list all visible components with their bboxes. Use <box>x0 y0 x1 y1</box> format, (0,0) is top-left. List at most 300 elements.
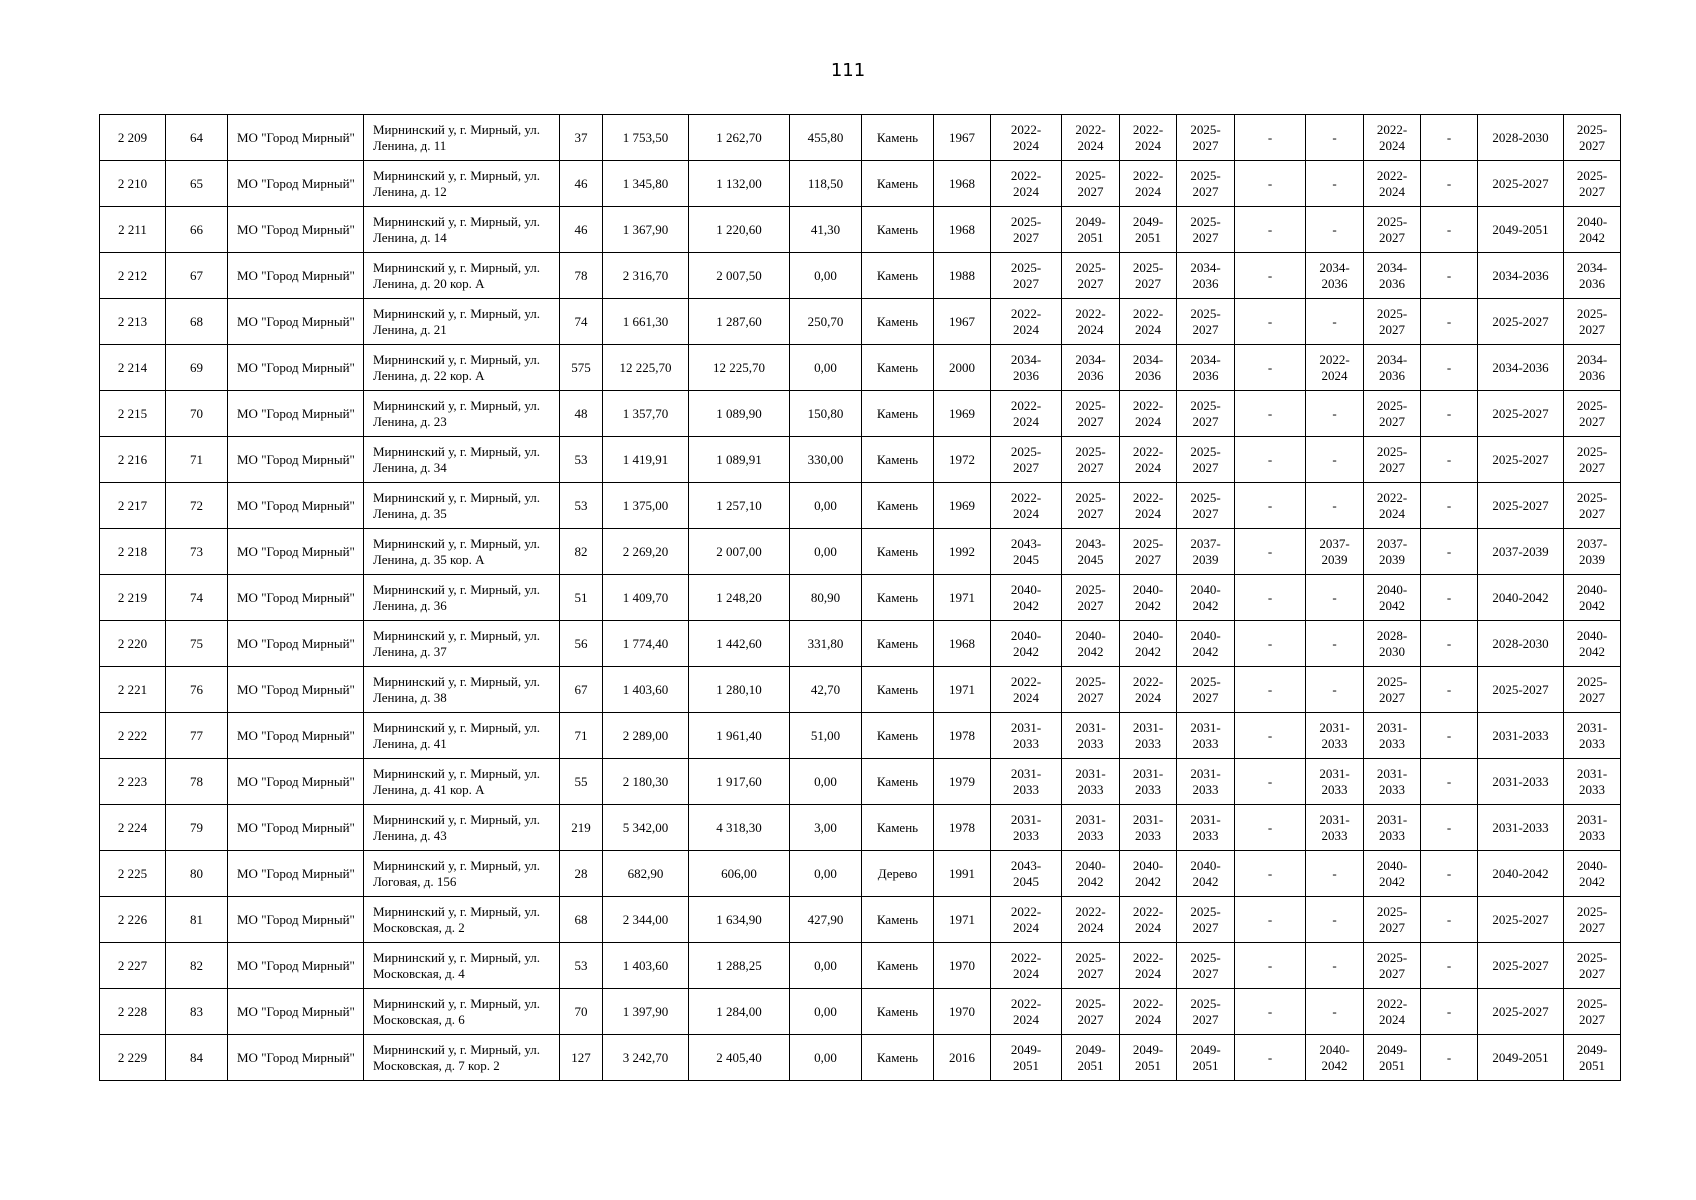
cell-record-number: 2 213 <box>100 299 166 345</box>
cell-nonresidential-area: 250,70 <box>790 299 862 345</box>
cell-residents: 71 <box>560 713 603 759</box>
cell-residential-area: 1 089,91 <box>689 437 790 483</box>
cell-period-5: - <box>1235 805 1306 851</box>
cell-period-6: 2034- 2036 <box>1306 253 1364 299</box>
cell-municipality: МО "Город Мирный" <box>228 897 364 943</box>
cell-period-1: 2031- 2033 <box>991 805 1062 851</box>
cell-residents: 56 <box>560 621 603 667</box>
cell-build-year: 1968 <box>934 207 991 253</box>
cell-period-1: 2043- 2045 <box>991 529 1062 575</box>
cell-period-4: 2025- 2027 <box>1177 483 1235 529</box>
cell-period-5: - <box>1235 391 1306 437</box>
cell-item-number: 73 <box>166 529 228 575</box>
cell-residential-area: 1 961,40 <box>689 713 790 759</box>
cell-residential-area: 1 634,90 <box>689 897 790 943</box>
cell-residential-area: 1 220,60 <box>689 207 790 253</box>
cell-municipality: МО "Город Мирный" <box>228 805 364 851</box>
cell-build-year: 1968 <box>934 161 991 207</box>
cell-item-number: 80 <box>166 851 228 897</box>
cell-period-2: 2025- 2027 <box>1062 391 1120 437</box>
cell-period-7: 2037- 2039 <box>1364 529 1421 575</box>
cell-period-2: 2040- 2042 <box>1062 851 1120 897</box>
table-row <box>100 943 1621 989</box>
cell-municipality: МО "Город Мирный" <box>228 253 364 299</box>
cell-period-8: - <box>1421 253 1478 299</box>
cell-item-number: 66 <box>166 207 228 253</box>
cell-period-7: 2034- 2036 <box>1364 345 1421 391</box>
housing-registry-table <box>99 114 1621 1081</box>
cell-item-number: 78 <box>166 759 228 805</box>
cell-period-4: 2025- 2027 <box>1177 943 1235 989</box>
cell-record-number: 2 222 <box>100 713 166 759</box>
cell-build-year: 1971 <box>934 575 991 621</box>
cell-total-area: 1 774,40 <box>603 621 689 667</box>
cell-period-5: - <box>1235 713 1306 759</box>
cell-wall-material: Камень <box>862 805 934 851</box>
cell-total-area: 2 316,70 <box>603 253 689 299</box>
cell-nonresidential-area: 80,90 <box>790 575 862 621</box>
cell-period-7: 2022- 2024 <box>1364 115 1421 161</box>
cell-period-8: - <box>1421 621 1478 667</box>
cell-period-7: 2022- 2024 <box>1364 989 1421 1035</box>
cell-address: Мирнинский у, г. Мирный, ул. Ленина, д. 38 <box>364 667 560 713</box>
cell-period-9: 2025-2027 <box>1478 943 1564 989</box>
cell-address: Мирнинский у, г. Мирный, ул. Московская, д. 7 кор. 2 <box>364 1035 560 1081</box>
cell-item-number: 69 <box>166 345 228 391</box>
cell-nonresidential-area: 0,00 <box>790 759 862 805</box>
cell-nonresidential-area: 3,00 <box>790 805 862 851</box>
cell-period-1: 2049- 2051 <box>991 1035 1062 1081</box>
cell-total-area: 1 419,91 <box>603 437 689 483</box>
cell-residents: 53 <box>560 483 603 529</box>
cell-period-8: - <box>1421 115 1478 161</box>
cell-period-7: 2028- 2030 <box>1364 621 1421 667</box>
cell-residents: 70 <box>560 989 603 1035</box>
cell-record-number: 2 221 <box>100 667 166 713</box>
cell-build-year: 1992 <box>934 529 991 575</box>
cell-residents: 46 <box>560 207 603 253</box>
table-row <box>100 253 1621 299</box>
cell-period-1: 2022- 2024 <box>991 483 1062 529</box>
cell-period-6: 2031- 2033 <box>1306 713 1364 759</box>
cell-record-number: 2 228 <box>100 989 166 1035</box>
cell-residential-area: 12 225,70 <box>689 345 790 391</box>
cell-period-4: 2049- 2051 <box>1177 1035 1235 1081</box>
cell-period-3: 2022- 2024 <box>1120 483 1177 529</box>
cell-residential-area: 1 284,00 <box>689 989 790 1035</box>
cell-period-3: 2022- 2024 <box>1120 667 1177 713</box>
cell-wall-material: Камень <box>862 345 934 391</box>
cell-wall-material: Камень <box>862 115 934 161</box>
cell-address: Мирнинский у, г. Мирный, ул. Ленина, д. 11 <box>364 115 560 161</box>
cell-period-7: 2034- 2036 <box>1364 253 1421 299</box>
cell-period-7: 2031- 2033 <box>1364 759 1421 805</box>
cell-total-area: 1 403,60 <box>603 667 689 713</box>
cell-period-10: 2025- 2027 <box>1564 391 1621 437</box>
cell-record-number: 2 229 <box>100 1035 166 1081</box>
cell-period-4: 2040- 2042 <box>1177 575 1235 621</box>
cell-period-7: 2025- 2027 <box>1364 207 1421 253</box>
cell-address: Мирнинский у, г. Мирный, ул. Московская, д. 4 <box>364 943 560 989</box>
cell-period-5: - <box>1235 667 1306 713</box>
cell-wall-material: Камень <box>862 391 934 437</box>
cell-period-7: 2049- 2051 <box>1364 1035 1421 1081</box>
cell-period-5: - <box>1235 851 1306 897</box>
cell-nonresidential-area: 0,00 <box>790 989 862 1035</box>
cell-period-3: 2022- 2024 <box>1120 391 1177 437</box>
cell-residents: 82 <box>560 529 603 575</box>
cell-address: Мирнинский у, г. Мирный, ул. Ленина, д. 20 кор. А <box>364 253 560 299</box>
cell-total-area: 2 344,00 <box>603 897 689 943</box>
cell-period-5: - <box>1235 345 1306 391</box>
cell-period-2: 2049- 2051 <box>1062 1035 1120 1081</box>
cell-period-4: 2034- 2036 <box>1177 253 1235 299</box>
cell-build-year: 1988 <box>934 253 991 299</box>
cell-period-3: 2031- 2033 <box>1120 713 1177 759</box>
cell-build-year: 1978 <box>934 713 991 759</box>
cell-period-8: - <box>1421 989 1478 1035</box>
cell-wall-material: Камень <box>862 161 934 207</box>
cell-period-8: - <box>1421 575 1478 621</box>
cell-period-1: 2031- 2033 <box>991 713 1062 759</box>
cell-residential-area: 4 318,30 <box>689 805 790 851</box>
cell-period-9: 2028-2030 <box>1478 621 1564 667</box>
cell-municipality: МО "Город Мирный" <box>228 989 364 1035</box>
cell-residential-area: 1 917,60 <box>689 759 790 805</box>
cell-period-9: 2025-2027 <box>1478 667 1564 713</box>
cell-period-2: 2025- 2027 <box>1062 253 1120 299</box>
cell-period-6: - <box>1306 943 1364 989</box>
cell-period-8: - <box>1421 391 1478 437</box>
cell-period-3: 2022- 2024 <box>1120 897 1177 943</box>
cell-period-3: 2040- 2042 <box>1120 851 1177 897</box>
cell-period-1: 2025- 2027 <box>991 253 1062 299</box>
cell-residential-area: 1 442,60 <box>689 621 790 667</box>
cell-municipality: МО "Город Мирный" <box>228 161 364 207</box>
cell-period-9: 2028-2030 <box>1478 115 1564 161</box>
table-row <box>100 897 1621 943</box>
cell-period-5: - <box>1235 943 1306 989</box>
cell-residents: 575 <box>560 345 603 391</box>
cell-address: Мирнинский у, г. Мирный, ул. Ленина, д. 36 <box>364 575 560 621</box>
cell-period-9: 2025-2027 <box>1478 299 1564 345</box>
cell-address: Мирнинский у, г. Мирный, ул. Ленина, д. 23 <box>364 391 560 437</box>
cell-period-1: 2043- 2045 <box>991 851 1062 897</box>
cell-period-6: 2031- 2033 <box>1306 805 1364 851</box>
cell-period-1: 2031- 2033 <box>991 759 1062 805</box>
cell-item-number: 84 <box>166 1035 228 1081</box>
cell-item-number: 82 <box>166 943 228 989</box>
cell-item-number: 79 <box>166 805 228 851</box>
cell-period-4: 2025- 2027 <box>1177 989 1235 1035</box>
cell-period-2: 2022- 2024 <box>1062 897 1120 943</box>
cell-period-5: - <box>1235 207 1306 253</box>
cell-nonresidential-area: 0,00 <box>790 253 862 299</box>
cell-period-10: 2025- 2027 <box>1564 299 1621 345</box>
cell-period-8: - <box>1421 851 1478 897</box>
cell-period-2: 2025- 2027 <box>1062 943 1120 989</box>
cell-period-6: - <box>1306 621 1364 667</box>
cell-total-area: 1 367,90 <box>603 207 689 253</box>
cell-period-10: 2025- 2027 <box>1564 115 1621 161</box>
cell-period-8: - <box>1421 1035 1478 1081</box>
cell-period-3: 2049- 2051 <box>1120 1035 1177 1081</box>
cell-municipality: МО "Город Мирный" <box>228 575 364 621</box>
cell-period-2: 2025- 2027 <box>1062 437 1120 483</box>
cell-period-9: 2049-2051 <box>1478 1035 1564 1081</box>
cell-nonresidential-area: 0,00 <box>790 1035 862 1081</box>
cell-period-9: 2025-2027 <box>1478 483 1564 529</box>
cell-period-7: 2040- 2042 <box>1364 575 1421 621</box>
cell-period-2: 2034- 2036 <box>1062 345 1120 391</box>
cell-period-9: 2037-2039 <box>1478 529 1564 575</box>
cell-build-year: 2000 <box>934 345 991 391</box>
cell-period-1: 2034- 2036 <box>991 345 1062 391</box>
cell-nonresidential-area: 330,00 <box>790 437 862 483</box>
cell-period-7: 2031- 2033 <box>1364 713 1421 759</box>
cell-period-9: 2031-2033 <box>1478 759 1564 805</box>
cell-record-number: 2 219 <box>100 575 166 621</box>
cell-build-year: 1979 <box>934 759 991 805</box>
cell-residents: 28 <box>560 851 603 897</box>
cell-period-1: 2025- 2027 <box>991 437 1062 483</box>
cell-period-6: - <box>1306 575 1364 621</box>
cell-address: Мирнинский у, г. Мирный, ул. Ленина, д. 34 <box>364 437 560 483</box>
cell-residential-area: 1 089,90 <box>689 391 790 437</box>
cell-total-area: 2 180,30 <box>603 759 689 805</box>
cell-record-number: 2 210 <box>100 161 166 207</box>
cell-wall-material: Камень <box>862 713 934 759</box>
cell-item-number: 75 <box>166 621 228 667</box>
cell-period-6: 2022- 2024 <box>1306 345 1364 391</box>
cell-period-2: 2025- 2027 <box>1062 483 1120 529</box>
cell-item-number: 77 <box>166 713 228 759</box>
cell-period-4: 2025- 2027 <box>1177 391 1235 437</box>
cell-period-9: 2025-2027 <box>1478 897 1564 943</box>
cell-residents: 53 <box>560 943 603 989</box>
cell-total-area: 1 753,50 <box>603 115 689 161</box>
cell-address: Мирнинский у, г. Мирный, ул. Логовая, д. 156 <box>364 851 560 897</box>
cell-address: Мирнинский у, г. Мирный, ул. Ленина, д. 43 <box>364 805 560 851</box>
cell-residential-area: 2 405,40 <box>689 1035 790 1081</box>
cell-period-8: - <box>1421 161 1478 207</box>
cell-municipality: МО "Город Мирный" <box>228 207 364 253</box>
cell-period-6: - <box>1306 483 1364 529</box>
cell-period-9: 2031-2033 <box>1478 805 1564 851</box>
cell-period-4: 2025- 2027 <box>1177 667 1235 713</box>
cell-municipality: МО "Город Мирный" <box>228 851 364 897</box>
cell-period-9: 2034-2036 <box>1478 253 1564 299</box>
cell-period-1: 2022- 2024 <box>991 897 1062 943</box>
cell-period-3: 2034- 2036 <box>1120 345 1177 391</box>
table-row <box>100 805 1621 851</box>
cell-address: Мирнинский у, г. Мирный, ул. Ленина, д. 22 кор. А <box>364 345 560 391</box>
cell-period-1: 2022- 2024 <box>991 667 1062 713</box>
cell-period-2: 2025- 2027 <box>1062 667 1120 713</box>
cell-build-year: 1967 <box>934 299 991 345</box>
cell-period-6: - <box>1306 115 1364 161</box>
cell-item-number: 70 <box>166 391 228 437</box>
cell-record-number: 2 220 <box>100 621 166 667</box>
cell-nonresidential-area: 427,90 <box>790 897 862 943</box>
cell-period-4: 2025- 2027 <box>1177 299 1235 345</box>
cell-period-8: - <box>1421 483 1478 529</box>
cell-municipality: МО "Город Мирный" <box>228 299 364 345</box>
cell-period-1: 2022- 2024 <box>991 299 1062 345</box>
table-row <box>100 667 1621 713</box>
cell-period-4: 2040- 2042 <box>1177 851 1235 897</box>
cell-item-number: 81 <box>166 897 228 943</box>
cell-period-8: - <box>1421 713 1478 759</box>
cell-period-6: - <box>1306 667 1364 713</box>
cell-period-2: 2043- 2045 <box>1062 529 1120 575</box>
cell-period-5: - <box>1235 621 1306 667</box>
cell-item-number: 68 <box>166 299 228 345</box>
cell-nonresidential-area: 150,80 <box>790 391 862 437</box>
cell-build-year: 1969 <box>934 483 991 529</box>
cell-period-6: - <box>1306 989 1364 1035</box>
cell-period-8: - <box>1421 943 1478 989</box>
cell-residents: 127 <box>560 1035 603 1081</box>
cell-wall-material: Камень <box>862 1035 934 1081</box>
cell-period-10: 2025- 2027 <box>1564 161 1621 207</box>
cell-record-number: 2 225 <box>100 851 166 897</box>
cell-period-8: - <box>1421 897 1478 943</box>
cell-build-year: 1971 <box>934 667 991 713</box>
cell-period-10: 2025- 2027 <box>1564 989 1621 1035</box>
cell-period-2: 2031- 2033 <box>1062 713 1120 759</box>
cell-nonresidential-area: 0,00 <box>790 529 862 575</box>
cell-period-3: 2022- 2024 <box>1120 299 1177 345</box>
cell-period-4: 2034- 2036 <box>1177 345 1235 391</box>
cell-period-5: - <box>1235 437 1306 483</box>
cell-total-area: 2 269,20 <box>603 529 689 575</box>
cell-total-area: 1 375,00 <box>603 483 689 529</box>
cell-residents: 78 <box>560 253 603 299</box>
cell-residential-area: 2 007,50 <box>689 253 790 299</box>
cell-period-6: - <box>1306 391 1364 437</box>
cell-nonresidential-area: 0,00 <box>790 345 862 391</box>
table-row <box>100 713 1621 759</box>
cell-total-area: 12 225,70 <box>603 345 689 391</box>
cell-period-2: 2025- 2027 <box>1062 575 1120 621</box>
cell-residents: 51 <box>560 575 603 621</box>
cell-record-number: 2 217 <box>100 483 166 529</box>
cell-period-2: 2022- 2024 <box>1062 115 1120 161</box>
cell-total-area: 1 345,80 <box>603 161 689 207</box>
cell-period-4: 2031- 2033 <box>1177 713 1235 759</box>
cell-address: Мирнинский у, г. Мирный, ул. Ленина, д. 21 <box>364 299 560 345</box>
cell-total-area: 2 289,00 <box>603 713 689 759</box>
cell-period-8: - <box>1421 345 1478 391</box>
cell-municipality: МО "Город Мирный" <box>228 529 364 575</box>
table-row <box>100 299 1621 345</box>
cell-period-8: - <box>1421 437 1478 483</box>
cell-municipality: МО "Город Мирный" <box>228 943 364 989</box>
cell-period-5: - <box>1235 989 1306 1035</box>
cell-address: Мирнинский у, г. Мирный, ул. Ленина, д. 41 <box>364 713 560 759</box>
cell-period-2: 2022- 2024 <box>1062 299 1120 345</box>
cell-residents: 67 <box>560 667 603 713</box>
cell-period-3: 2022- 2024 <box>1120 943 1177 989</box>
cell-nonresidential-area: 51,00 <box>790 713 862 759</box>
cell-residents: 68 <box>560 897 603 943</box>
cell-period-4: 2031- 2033 <box>1177 759 1235 805</box>
cell-period-10: 2040- 2042 <box>1564 575 1621 621</box>
cell-period-3: 2022- 2024 <box>1120 115 1177 161</box>
cell-municipality: МО "Город Мирный" <box>228 713 364 759</box>
cell-address: Мирнинский у, г. Мирный, ул. Ленина, д. 35 <box>364 483 560 529</box>
cell-period-10: 2025- 2027 <box>1564 943 1621 989</box>
cell-residents: 53 <box>560 437 603 483</box>
cell-wall-material: Камень <box>862 621 934 667</box>
cell-period-10: 2037- 2039 <box>1564 529 1621 575</box>
cell-period-6: - <box>1306 299 1364 345</box>
cell-municipality: МО "Город Мирный" <box>228 115 364 161</box>
cell-period-7: 2022- 2024 <box>1364 483 1421 529</box>
cell-residential-area: 1 280,10 <box>689 667 790 713</box>
cell-build-year: 2016 <box>934 1035 991 1081</box>
cell-address: Мирнинский у, г. Мирный, ул. Ленина, д. 37 <box>364 621 560 667</box>
cell-period-10: 2031- 2033 <box>1564 805 1621 851</box>
cell-period-4: 2037- 2039 <box>1177 529 1235 575</box>
cell-period-3: 2025- 2027 <box>1120 529 1177 575</box>
cell-residents: 37 <box>560 115 603 161</box>
cell-nonresidential-area: 331,80 <box>790 621 862 667</box>
cell-wall-material: Камень <box>862 759 934 805</box>
cell-wall-material: Дерево <box>862 851 934 897</box>
table-row <box>100 1035 1621 1081</box>
cell-period-2: 2049- 2051 <box>1062 207 1120 253</box>
cell-period-7: 2025- 2027 <box>1364 943 1421 989</box>
cell-item-number: 72 <box>166 483 228 529</box>
cell-municipality: МО "Город Мирный" <box>228 391 364 437</box>
table-row <box>100 483 1621 529</box>
cell-period-4: 2025- 2027 <box>1177 115 1235 161</box>
cell-period-4: 2025- 2027 <box>1177 207 1235 253</box>
cell-period-4: 2040- 2042 <box>1177 621 1235 667</box>
cell-period-6: - <box>1306 897 1364 943</box>
cell-period-5: - <box>1235 1035 1306 1081</box>
cell-period-6: - <box>1306 207 1364 253</box>
cell-wall-material: Камень <box>862 989 934 1035</box>
table-row <box>100 345 1621 391</box>
cell-total-area: 3 242,70 <box>603 1035 689 1081</box>
cell-nonresidential-area: 0,00 <box>790 483 862 529</box>
cell-wall-material: Камень <box>862 575 934 621</box>
cell-period-3: 2040- 2042 <box>1120 621 1177 667</box>
cell-period-4: 2025- 2027 <box>1177 437 1235 483</box>
cell-record-number: 2 212 <box>100 253 166 299</box>
cell-record-number: 2 218 <box>100 529 166 575</box>
cell-period-7: 2025- 2027 <box>1364 897 1421 943</box>
table-row <box>100 851 1621 897</box>
table-row <box>100 391 1621 437</box>
table-row <box>100 161 1621 207</box>
table-row <box>100 115 1621 161</box>
cell-record-number: 2 209 <box>100 115 166 161</box>
cell-residents: 46 <box>560 161 603 207</box>
cell-period-10: 2034- 2036 <box>1564 253 1621 299</box>
cell-wall-material: Камень <box>862 483 934 529</box>
cell-municipality: МО "Город Мирный" <box>228 437 364 483</box>
cell-residential-area: 1 257,10 <box>689 483 790 529</box>
cell-period-10: 2025- 2027 <box>1564 667 1621 713</box>
cell-period-8: - <box>1421 759 1478 805</box>
cell-wall-material: Камень <box>862 437 934 483</box>
cell-period-5: - <box>1235 483 1306 529</box>
cell-residential-area: 1 248,20 <box>689 575 790 621</box>
